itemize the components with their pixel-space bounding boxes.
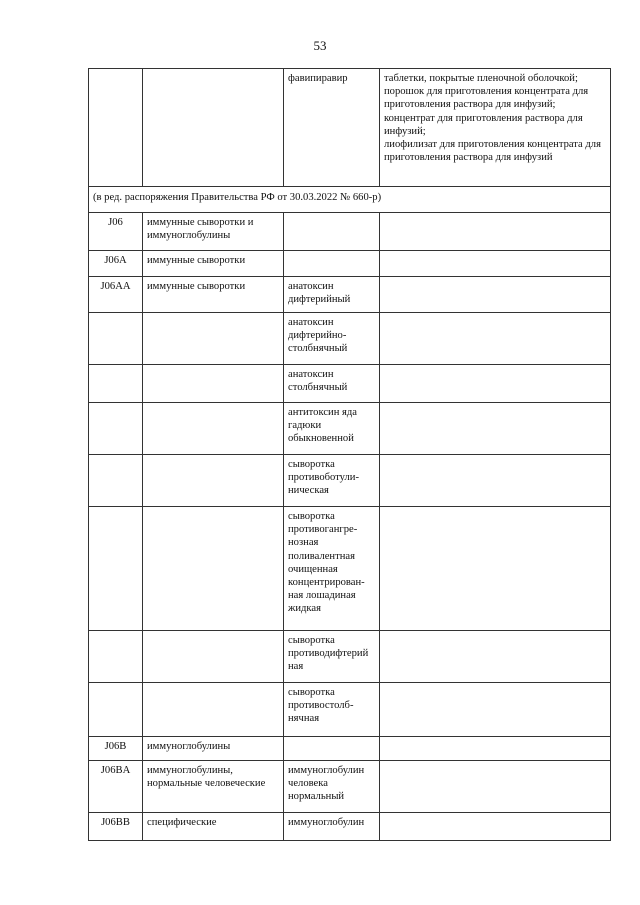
atc-code-cell bbox=[89, 683, 143, 737]
atc-code-cell bbox=[89, 313, 143, 365]
table-row bbox=[89, 213, 611, 251]
dosage-form-cell: таблетки, покрытые пленочной оболочкой; порошок для приготовления концентрата для приготовления раствора для инфузий; концентрат для приготовления раствора для инфузий; лиофилизат для приготовления концентрата для приготовления раствора для инфузий bbox=[380, 69, 611, 187]
atc-code-cell bbox=[89, 507, 143, 631]
group-cell: иммуноглобулины, нормальные человеческие bbox=[143, 761, 284, 813]
drug-name-cell: сыворотка противогангре-нозная поливалентная очищенная концентрирован-ная лошадиная жидкая bbox=[284, 507, 380, 631]
table-row bbox=[89, 683, 611, 737]
table-row bbox=[89, 69, 611, 187]
table-row bbox=[89, 403, 611, 455]
group-cell bbox=[143, 365, 284, 403]
table-row bbox=[89, 365, 611, 403]
group-cell: иммунные сыворотки и иммуноглобулины bbox=[143, 213, 284, 251]
group-cell: специфические bbox=[143, 813, 284, 841]
atc-code-cell: J06BA bbox=[89, 761, 143, 813]
drug-name-cell: сыворотка противоботули-ническая bbox=[284, 455, 380, 507]
drug-name-cell: иммуноглобулин человека нормальный bbox=[284, 761, 380, 813]
atc-code-cell bbox=[89, 631, 143, 683]
dosage-form-cell bbox=[380, 737, 611, 761]
table-row bbox=[89, 507, 611, 631]
atc-code-cell: J06BB bbox=[89, 813, 143, 841]
group-cell bbox=[143, 631, 284, 683]
drug-name-cell: иммуноглобулин bbox=[284, 813, 380, 841]
dosage-form-cell bbox=[380, 455, 611, 507]
drug-name-cell: фавипиравир bbox=[284, 69, 380, 187]
table-row bbox=[89, 277, 611, 313]
table-row bbox=[89, 761, 611, 813]
dosage-form-cell bbox=[380, 507, 611, 631]
dosage-form-cell bbox=[380, 313, 611, 365]
drug-name-cell: сыворотка противостолб-нячная bbox=[284, 683, 380, 737]
group-cell bbox=[143, 683, 284, 737]
drug-name-cell bbox=[284, 737, 380, 761]
group-cell bbox=[143, 69, 284, 187]
dosage-form-cell bbox=[380, 761, 611, 813]
group-cell: иммунные сыворотки bbox=[143, 277, 284, 313]
table-row bbox=[89, 251, 611, 277]
group-cell: иммунные сыворотки bbox=[143, 251, 284, 277]
table-row bbox=[89, 813, 611, 841]
drug-list-table bbox=[88, 68, 611, 841]
atc-code-cell: J06A bbox=[89, 251, 143, 277]
drug-name-cell bbox=[284, 251, 380, 277]
atc-code-cell: J06 bbox=[89, 213, 143, 251]
page-number: 53 bbox=[313, 38, 327, 53]
dosage-form-cell bbox=[380, 813, 611, 841]
drug-name-cell: сыворотка противодифтерий ная bbox=[284, 631, 380, 683]
dosage-form-cell bbox=[380, 403, 611, 455]
dosage-form-cell bbox=[380, 213, 611, 251]
drug-name-cell: анатоксин столбнячный bbox=[284, 365, 380, 403]
amendment-note-row bbox=[89, 187, 611, 213]
drug-name-cell: анатоксин дифтерийно-столбнячный bbox=[284, 313, 380, 365]
group-cell bbox=[143, 455, 284, 507]
group-cell: иммуноглобулины bbox=[143, 737, 284, 761]
group-cell bbox=[143, 313, 284, 365]
table-row bbox=[89, 313, 611, 365]
atc-code-cell bbox=[89, 455, 143, 507]
dosage-form-cell bbox=[380, 683, 611, 737]
atc-code-cell bbox=[89, 69, 143, 187]
atc-code-cell: J06B bbox=[89, 737, 143, 761]
atc-code-cell bbox=[89, 403, 143, 455]
amendment-note: (в ред. распоряжения Правительства РФ от 30.03.2022 № 660-р) bbox=[89, 187, 611, 213]
atc-code-cell bbox=[89, 365, 143, 403]
drug-name-cell: антитоксин яда гадюки обыкновенной bbox=[284, 403, 380, 455]
drug-name-cell bbox=[284, 213, 380, 251]
dosage-form-cell bbox=[380, 277, 611, 313]
dosage-form-cell bbox=[380, 365, 611, 403]
table-row bbox=[89, 737, 611, 761]
atc-code-cell: J06AA bbox=[89, 277, 143, 313]
group-cell bbox=[143, 507, 284, 631]
table-row bbox=[89, 455, 611, 507]
table-row bbox=[89, 631, 611, 683]
group-cell bbox=[143, 403, 284, 455]
drug-name-cell: анатоксин дифтерийный bbox=[284, 277, 380, 313]
dosage-form-cell bbox=[380, 251, 611, 277]
dosage-form-cell bbox=[380, 631, 611, 683]
